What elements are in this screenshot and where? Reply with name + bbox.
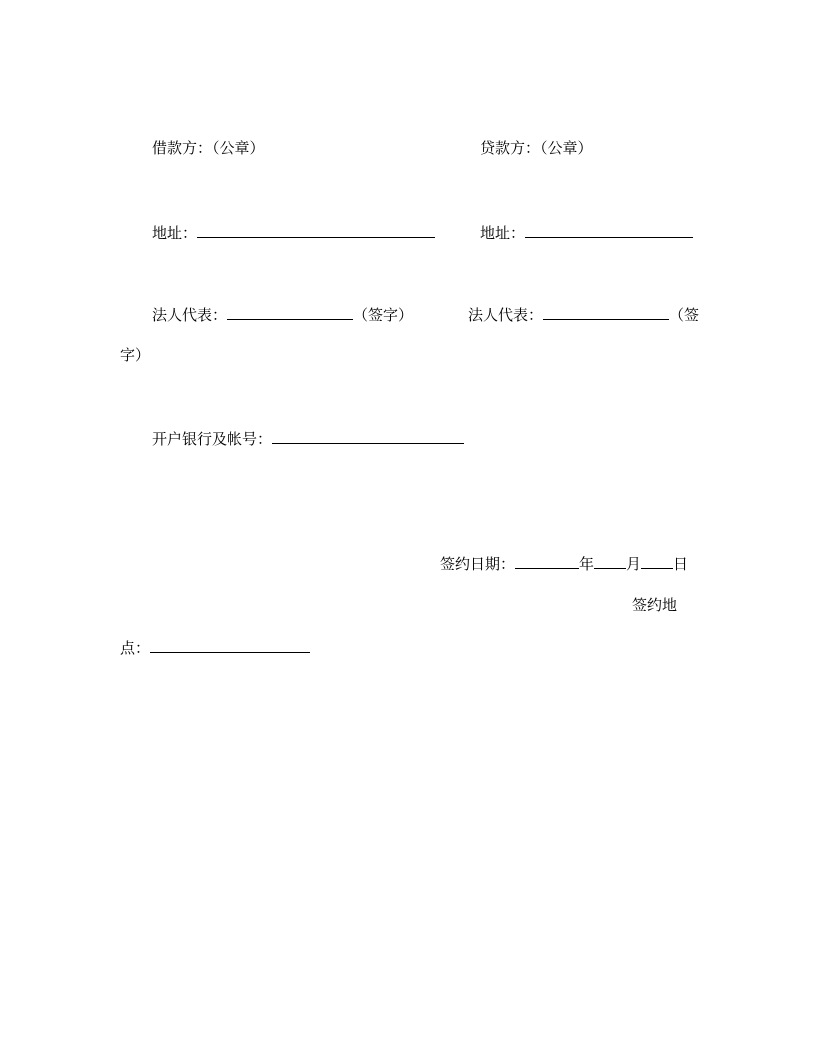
lender-address-label: 地址：: [480, 224, 526, 242]
borrower-legal-rep-line: [152, 304, 413, 324]
bank-account-label: 开户银行及帐号：: [152, 430, 273, 448]
lender-seal-line: [480, 138, 593, 158]
lender-sign-note-wrap-line: [120, 345, 150, 365]
month-label: 月: [626, 555, 642, 573]
signing-place-line-start: [632, 595, 677, 615]
borrower-sign-note: （签字）: [353, 306, 414, 324]
signing-place-field[interactable]: [150, 637, 310, 653]
year-label: 年: [579, 555, 595, 573]
borrower-address-line: [152, 222, 435, 242]
signing-date-line: [440, 553, 688, 573]
borrower-label: 借款方：（公章）: [152, 139, 265, 157]
bank-account-line: [152, 428, 464, 448]
signing-day-field[interactable]: [641, 553, 673, 569]
lender-label: 贷款方：（公章）: [480, 139, 593, 157]
signing-date-label: 签约日期：: [440, 555, 516, 573]
lender-sign-note-end: 字）: [120, 346, 151, 364]
lender-legal-rep-line: [468, 304, 699, 324]
day-label: 日: [673, 555, 689, 573]
borrower-address-field[interactable]: [197, 222, 435, 238]
lender-legal-rep-label: 法人代表：: [468, 306, 544, 324]
bank-account-field[interactable]: [272, 428, 464, 444]
signing-month-field[interactable]: [594, 553, 626, 569]
borrower-legal-rep-field[interactable]: [227, 304, 353, 320]
signing-year-field[interactable]: [515, 553, 579, 569]
signing-place-line-end: [120, 637, 310, 657]
borrower-address-label: 地址：: [152, 224, 198, 242]
lender-legal-rep-field[interactable]: [543, 304, 669, 320]
lender-address-field[interactable]: [525, 222, 693, 238]
signing-place-label-end: 点：: [120, 639, 151, 657]
lender-sign-note-start: （签: [669, 306, 700, 324]
borrower-legal-rep-label: 法人代表：: [152, 306, 228, 324]
signing-place-label-start: 签约地: [632, 596, 678, 614]
lender-address-line: [480, 222, 693, 242]
borrower-seal-line: [152, 138, 265, 158]
